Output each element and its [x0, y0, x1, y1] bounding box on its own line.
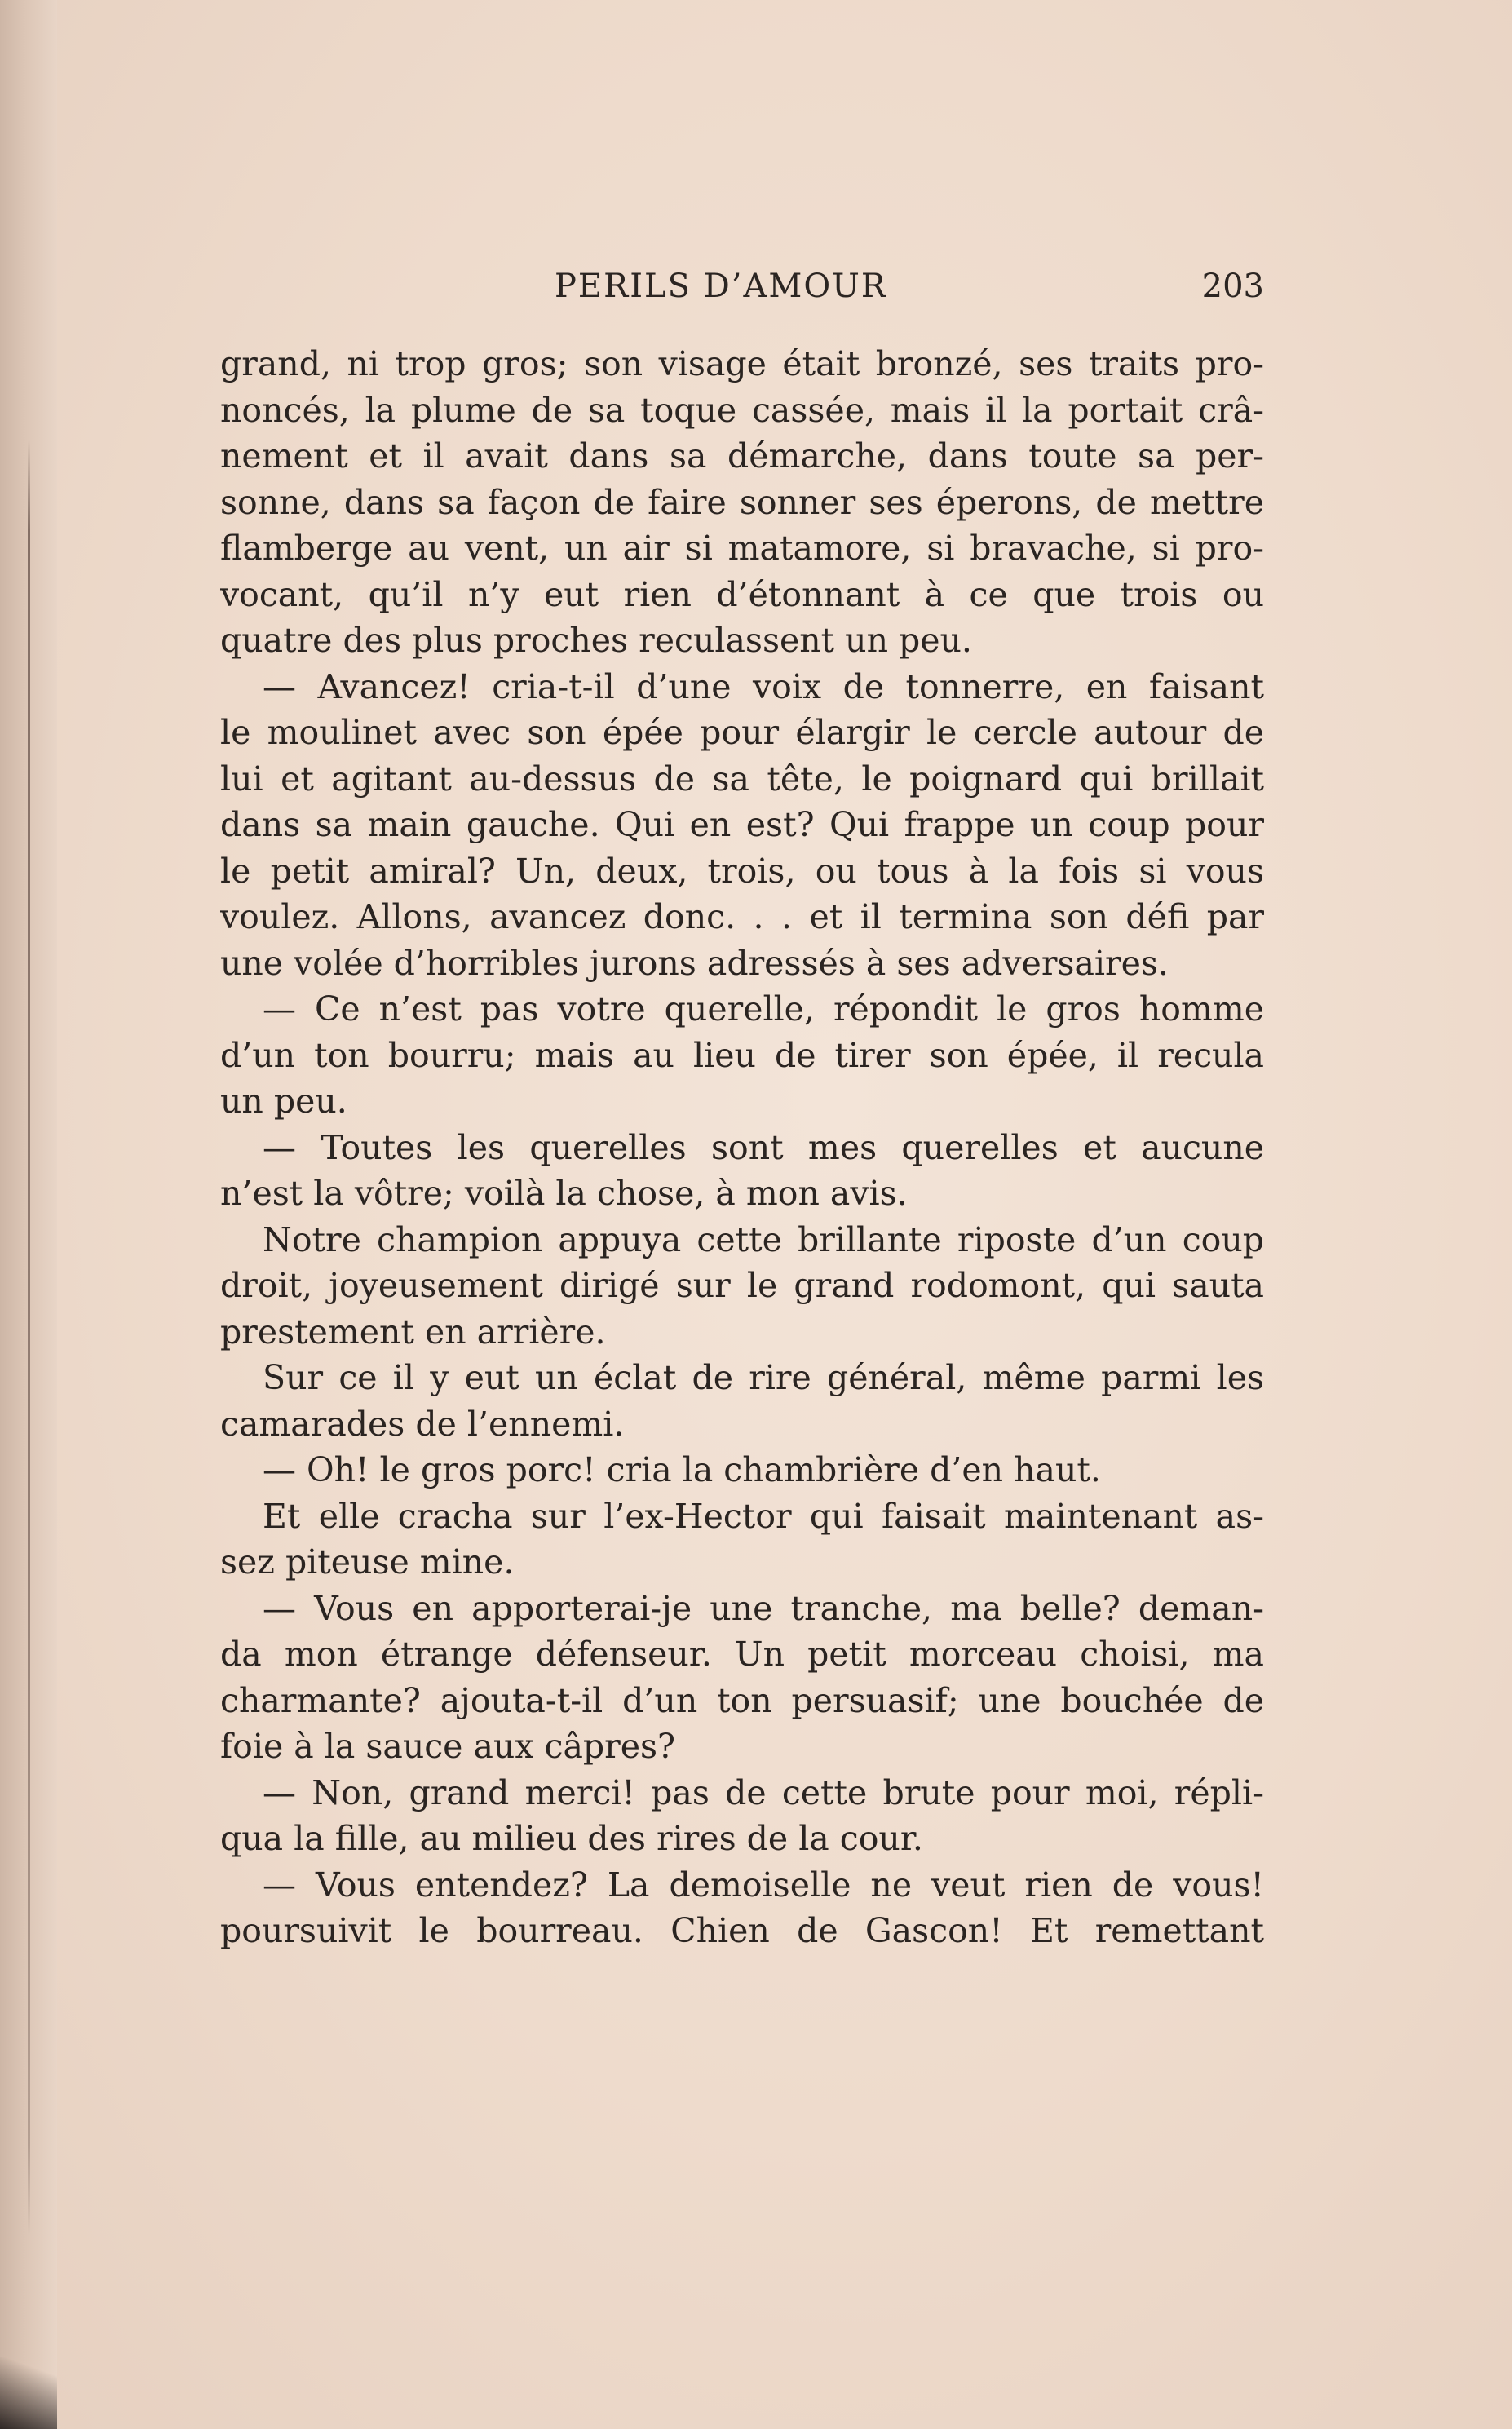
text-line: dans sa main gauche. Qui en est? Qui frappe un coup pour	[220, 805, 1264, 844]
text-line: nement et il avait dans sa démarche, dans toute sa per-	[220, 436, 1264, 476]
text-line: droit, joyeusement dirigé sur le grand rodomont, qui sauta	[220, 1266, 1264, 1305]
text-line: voulez. Allons, avancez donc. . . et il termina son défi par	[220, 897, 1264, 936]
page-header	[220, 268, 1264, 316]
text-line: Et elle cracha sur l’ex-Hector qui faisait maintenant as-	[263, 1496, 1264, 1536]
body-text	[220, 341, 1264, 1954]
gutter-edge-line	[28, 440, 30, 2235]
text-line: vocant, qu’il n’y eut rien d’étonnant à ce que trois ou	[220, 574, 1264, 614]
text-line: qua la fille, au milieu des rires de la cour.	[220, 1819, 923, 1858]
text-line: prestement en arrière.	[220, 1312, 606, 1352]
text-line: noncés, la plume de sa toque cassée, mais il la portait crâ-	[220, 390, 1264, 430]
text-line: flamberge au vent, un air si matamore, si bravache, si pro-	[220, 529, 1264, 568]
text-line: — Toutes les querelles sont mes querelles et aucune	[263, 1127, 1264, 1167]
text-line: le petit amiral? Un, deux, trois, ou tous à la fois si vous	[220, 851, 1264, 891]
text-line: Notre champion appuya cette brillante riposte d’un coup	[263, 1219, 1264, 1259]
text-line: Sur ce il y eut un éclat de rire général, même parmi les	[263, 1358, 1264, 1397]
page-number: 203	[1201, 268, 1264, 305]
text-line: sez piteuse mine.	[220, 1542, 515, 1582]
text-line: une volée d’horribles jurons adressés à ses adversaires.	[220, 943, 1169, 983]
text-line: — Oh! le gros porc! cria la chambrière d’en haut.	[263, 1450, 1101, 1489]
text-line: — Vous entendez? La demoiselle ne veut rien de vous!	[263, 1865, 1264, 1905]
text-line: le moulinet avec son épée pour élargir le cercle autour de	[220, 713, 1264, 752]
text-line: poursuivit le bourreau. Chien de Gascon! Et remettant	[220, 1911, 1264, 1950]
text-line: da mon étrange défenseur. Un petit morceau choisi, ma	[220, 1635, 1264, 1674]
text-line: — Non, grand merci! pas de cette brute pour moi, répli-	[263, 1772, 1264, 1812]
running-title: PERILS D’AMOUR	[555, 268, 887, 305]
text-line: camarades de l’ennemi.	[220, 1404, 625, 1444]
text-line: quatre des plus proches reculassent un peu.	[220, 621, 972, 660]
text-line: foie à la sauce aux câpres?	[220, 1727, 676, 1766]
text-line: charmante? ajouta-t-il d’un ton persuasif; une bouchée de	[220, 1680, 1264, 1720]
text-line: — Vous en apporterai-je une tranche, ma belle? deman-	[263, 1588, 1264, 1628]
text-line: sonne, dans sa façon de faire sonner ses éperons, de mettre	[220, 482, 1264, 522]
text-line: — Avancez! cria-t-il d’une voix de tonnerre, en faisant	[263, 666, 1264, 706]
corner-shadow	[0, 2357, 57, 2429]
text-line: grand, ni trop gros; son visage était bronzé, ses traits pro-	[220, 344, 1264, 383]
text-line: d’un ton bourru; mais au lieu de tirer son épée, il recula	[220, 1035, 1264, 1075]
text-line: lui et agitant au-dessus de sa tête, le poignard qui brillait	[220, 759, 1264, 799]
text-line: un peu.	[220, 1082, 347, 1121]
text-line: — Ce n’est pas votre querelle, répondit le gros homme	[263, 989, 1264, 1029]
text-line: n’est la vôtre; voilà la chose, à mon avis.	[220, 1174, 908, 1213]
